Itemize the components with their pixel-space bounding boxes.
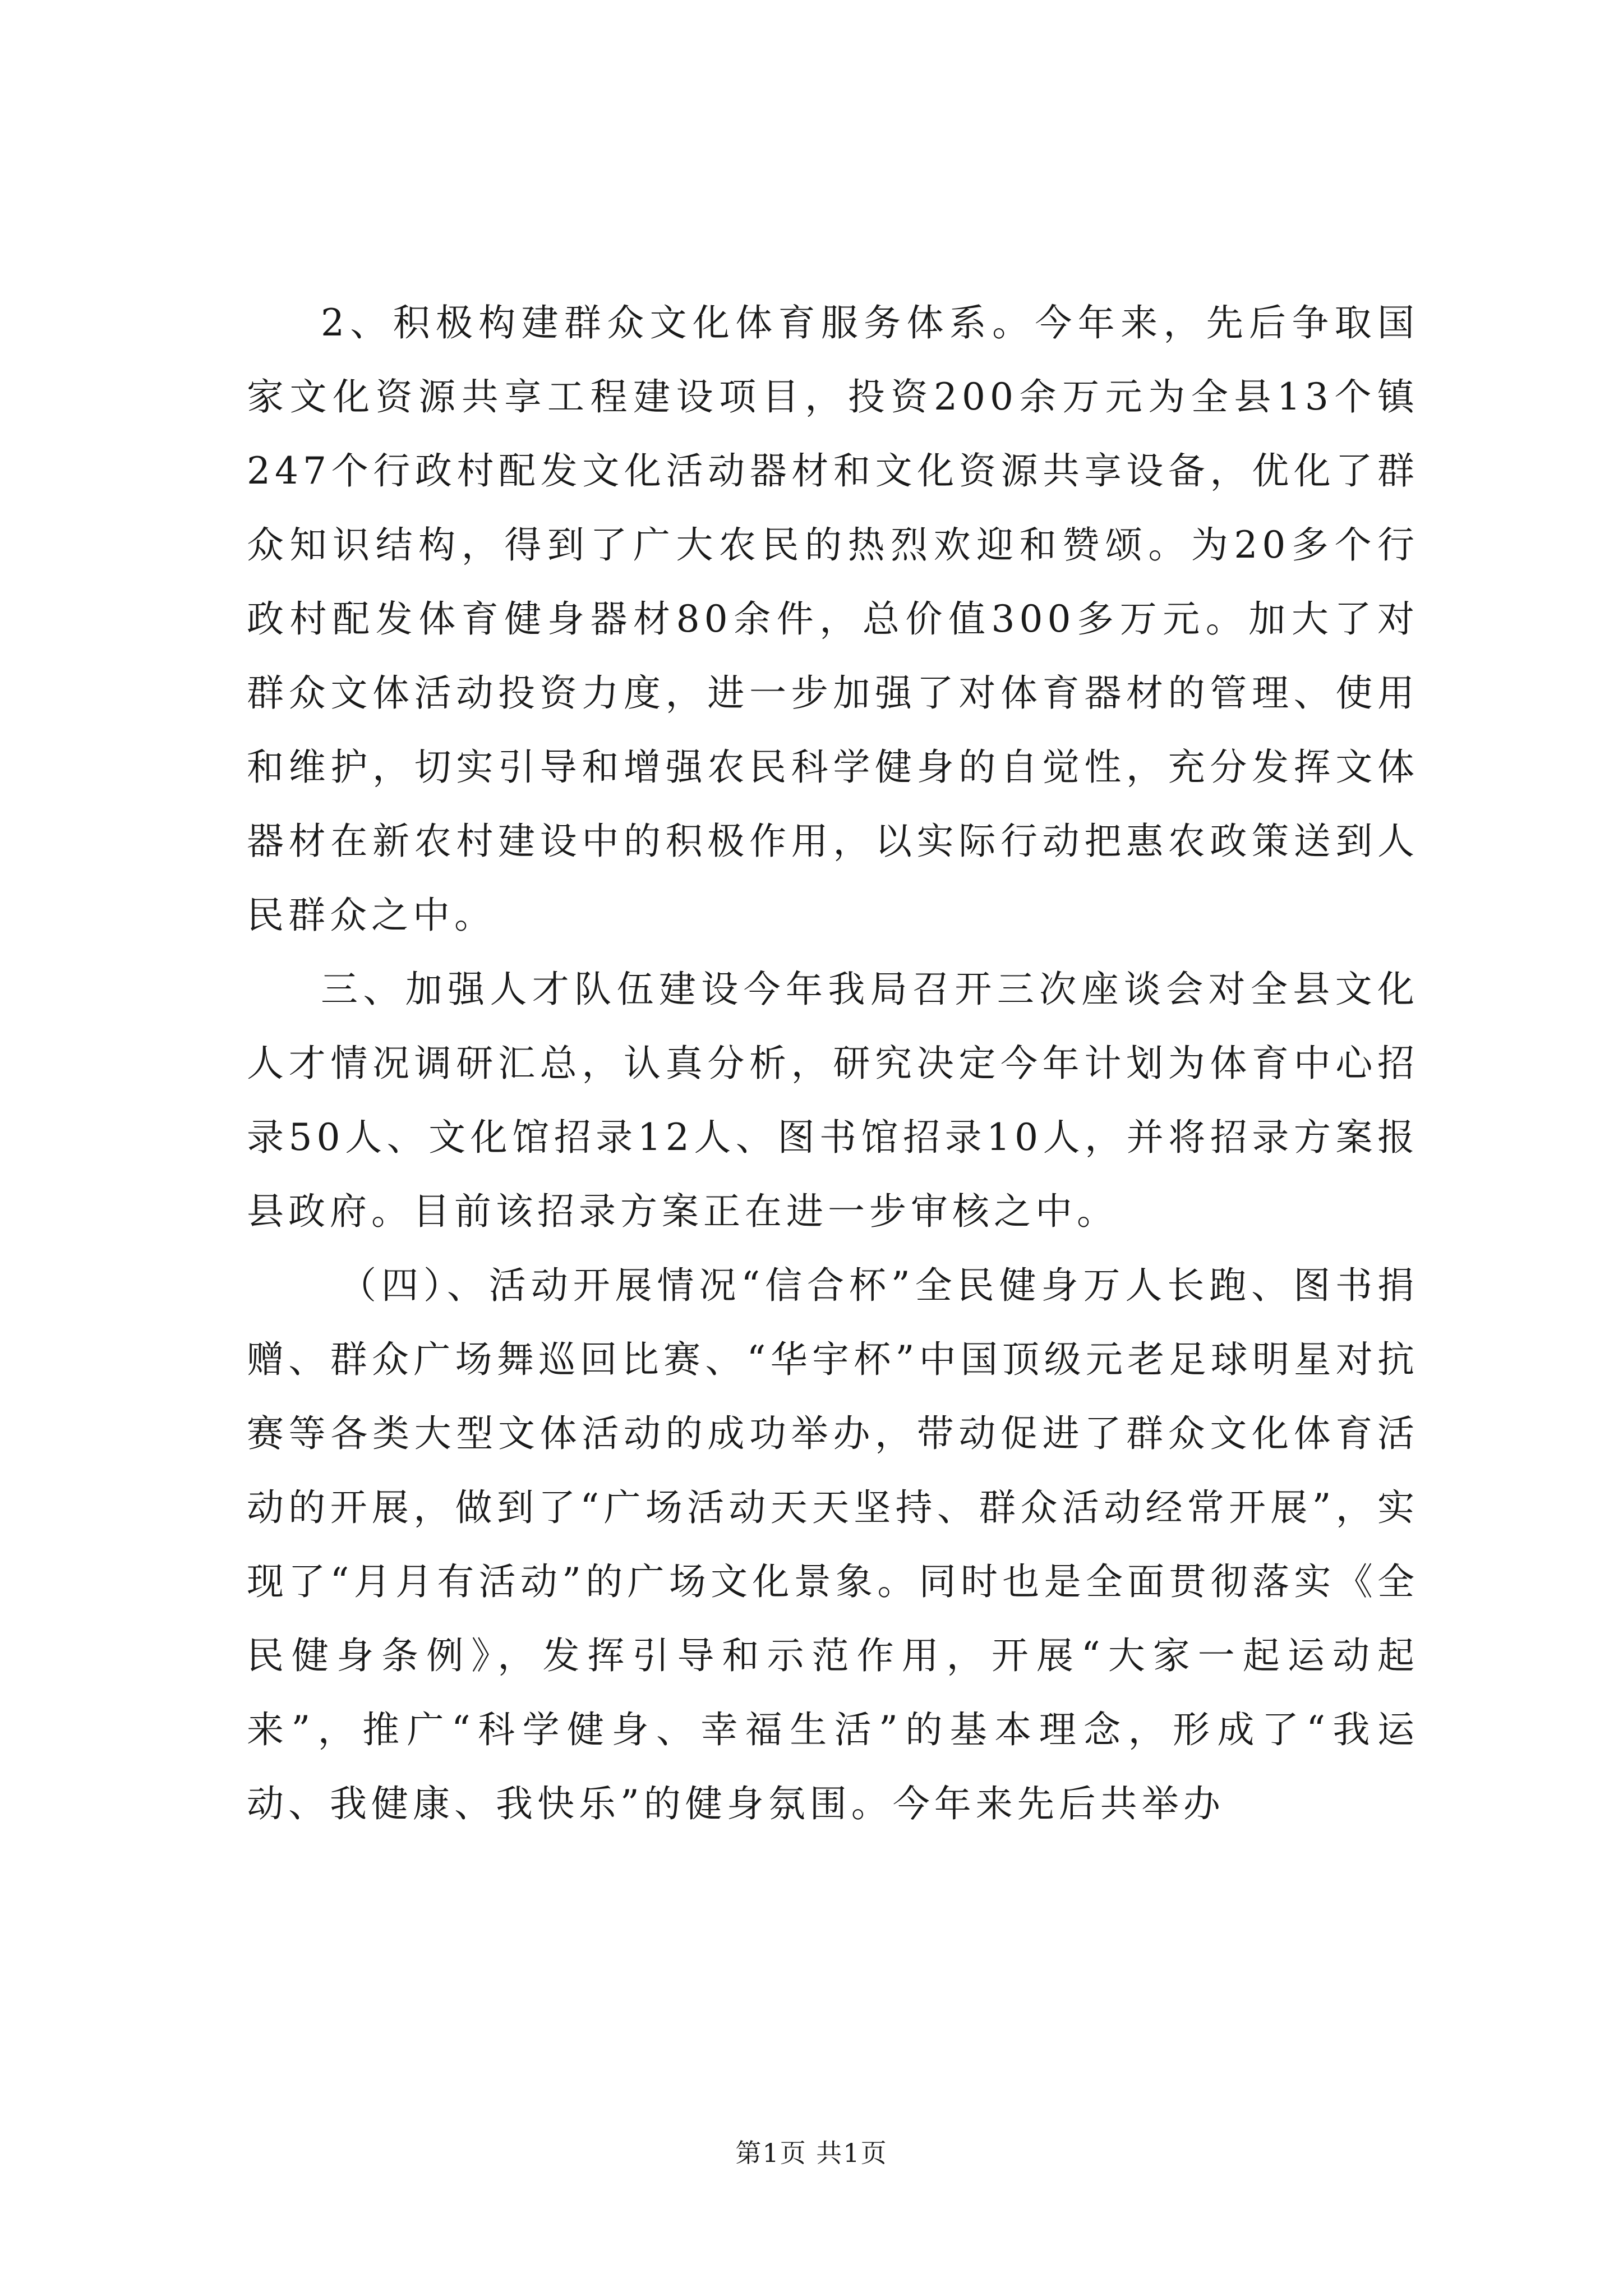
document-body [247, 286, 1419, 1841]
paragraph-cultural-sports-service-system: 2、积极构建群众文化体育服务体系。今年来，先后争取国家文化资源共享工程建设项目，投资200余万元为全县13个镇247个行政村配发文化活动器材和文化资源共享设备，优化了群众知识结构，得到了广大农民的热烈欢迎和赞颂。为20多个行政村配发体育健身器材80余件，总价值300多万元。加大了对群众文体活动投资力度，进一步加强了对体育器材的管理、使用和维护，切实引导和增强农民科学健身的自觉性，充分发挥文体器材在新农村建设中的积极作用，以实际行动把惠农政策送到人民群众之中。 [247, 301, 1419, 937]
page-footer-number: 第1页 共1页 [735, 2138, 888, 2168]
paragraph-talent-team-building: 三、加强人才队伍建设今年我局召开三次座谈会对全县文化人才情况调研汇总，认真分析，研究决定今年计划为体育中心招录50人、文化馆招录12人、图书馆招录10人，并将招录方案报县政府。目前该招录方案正在进一步审核之中。 [247, 968, 1419, 1233]
paragraph-activities-progress: （四）、活动开展情况“信合杯”全民健身万人长跑、图书捐赠、群众广场舞巡回比赛、“华宇杯”中国顶级元老足球明星对抗赛等各类大型文体活动的成功举办，带动促进了群众文化体育活动的开展，做到了“广场活动天天坚持、群众活动经常开展”，实现了“月月有活动”的广场文化景象。同时也是全面贯彻落实《全民健身条例》，发挥引导和示范作用，开展“大家一起运动起来”，推广“科学健身、幸福生活”的基本理念，形成了“我运动、我健康、我快乐”的健身氛围。今年来先后共举办 [247, 1264, 1419, 1825]
